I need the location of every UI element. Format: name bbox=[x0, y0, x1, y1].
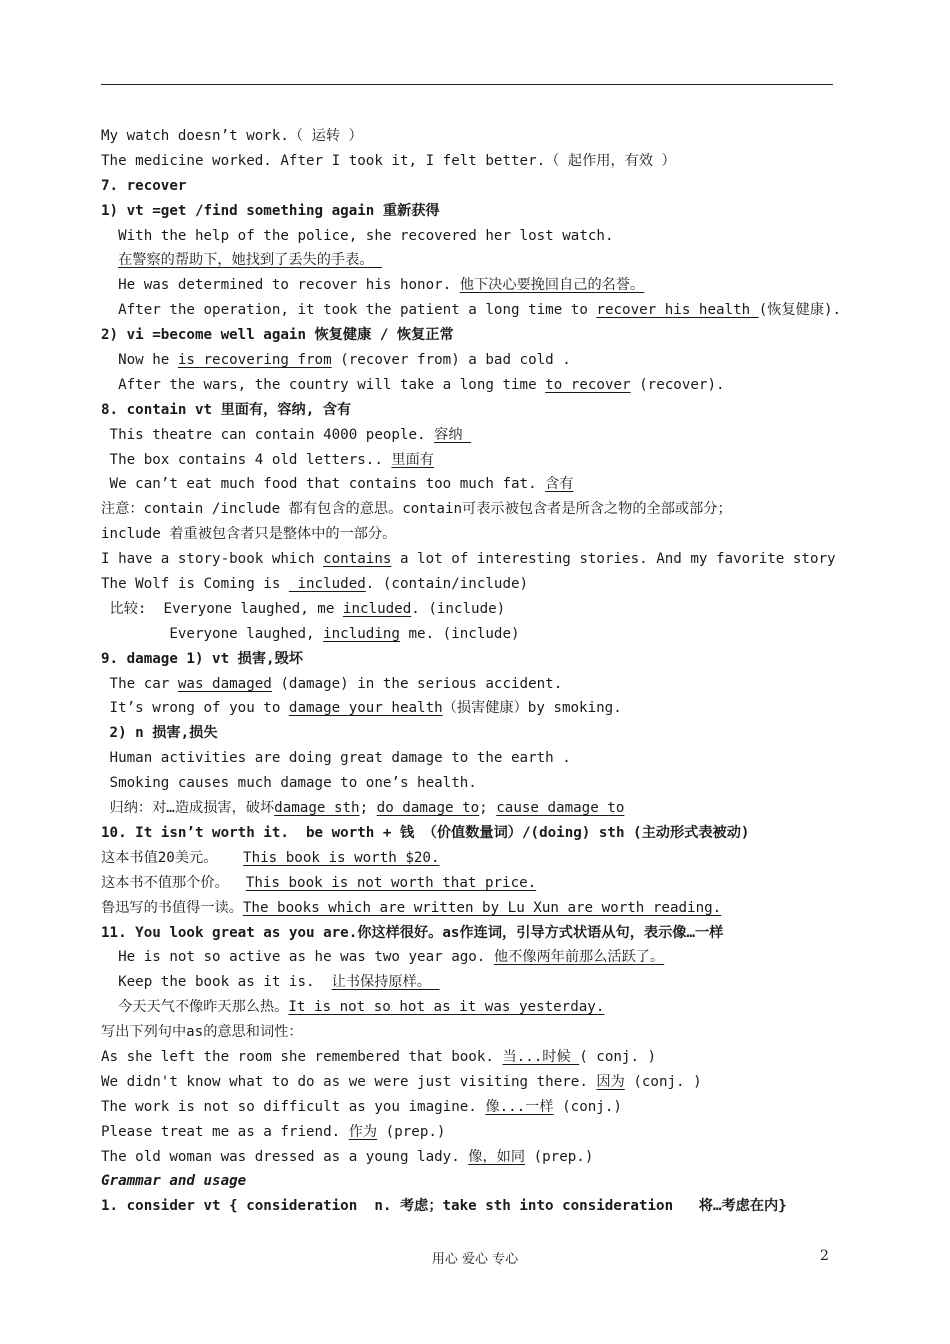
text-line bbox=[101, 547, 841, 572]
text-line bbox=[101, 796, 841, 821]
text-segment bbox=[101, 252, 118, 268]
text-segment: 1. consider vt { consideration n. 考虑；take sth into consideration 将…考虑在内} bbox=[101, 1198, 787, 1215]
text-line bbox=[101, 821, 841, 846]
text-segment: 10. It isn’t worth it. be worth + 钱 （价值数量词）/(doing) sth (主动形式表被动) bbox=[101, 824, 750, 841]
text-line bbox=[101, 248, 841, 273]
answer-blank: to recover bbox=[545, 376, 631, 393]
answer-blank: included bbox=[342, 600, 412, 617]
text-line bbox=[101, 1020, 841, 1045]
text-line bbox=[101, 273, 841, 298]
answer-blank: cause damage to bbox=[496, 800, 625, 817]
text-line bbox=[101, 1045, 841, 1070]
text-segment: As she left the room she remembered that book. bbox=[101, 1048, 503, 1065]
text-line bbox=[101, 298, 841, 323]
text-segment: (recover from) a bad cold . bbox=[331, 352, 571, 369]
text-segment: a lot of interesting stories. And my favorite story bbox=[391, 551, 836, 568]
answer-blank: was damaged bbox=[177, 675, 272, 692]
text-line bbox=[101, 522, 841, 547]
answer-blank: recover his health bbox=[596, 302, 759, 319]
text-line bbox=[101, 572, 841, 597]
text-line bbox=[101, 398, 841, 423]
footer-text: 用心 爱心 专心 bbox=[431, 1252, 519, 1267]
text-line bbox=[101, 472, 841, 497]
text-segment: 7. recover bbox=[101, 177, 187, 194]
text-segment: ; bbox=[479, 800, 497, 817]
text-segment: (conj.) bbox=[553, 1098, 622, 1115]
answer-blank: The books which are written by Lu Xun are worth reading. bbox=[242, 899, 722, 916]
text-segment: (conj. ) bbox=[624, 1073, 702, 1090]
text-segment: 注意：contain /include 都有包含的意思。contain可表示被包含者是所含之物的全部或部分； bbox=[101, 501, 732, 518]
text-line bbox=[101, 323, 841, 348]
text-segment: (prep.) bbox=[377, 1123, 446, 1140]
document-body bbox=[101, 124, 841, 1219]
text-segment: include 着重被包含者只是整体中的一部分。 bbox=[101, 526, 397, 543]
answer-blank: 含有 bbox=[545, 476, 574, 493]
answer-blank: 让书保持原样。 bbox=[331, 974, 440, 991]
text-line bbox=[101, 448, 841, 473]
text-segment: Human activities are doing great damage to the earth . bbox=[101, 750, 571, 767]
text-segment: 1) vt =get /find something again 重新获得 bbox=[101, 202, 440, 219]
answer-blank: including bbox=[323, 625, 400, 642]
text-segment: (damage) in the serious accident. bbox=[271, 675, 563, 692]
text-segment: My watch doesn’t work.（ 运转 ） bbox=[101, 128, 363, 144]
text-segment: (prep.) bbox=[525, 1148, 594, 1165]
text-segment: The work is not so difficult as you imagine. bbox=[101, 1098, 486, 1115]
text-line bbox=[101, 896, 841, 921]
text-segment: We can’t eat much food that contains too much fat. bbox=[101, 476, 546, 493]
text-segment: . (include) bbox=[411, 600, 506, 617]
answer-blank: 在警察的帮助下，她找到了丢失的手表。 bbox=[118, 252, 383, 269]
text-segment: After the operation, it took the patient a long time to bbox=[101, 302, 597, 319]
page-number: 2 bbox=[820, 1248, 829, 1264]
answer-blank: 像...一样 bbox=[485, 1098, 554, 1115]
text-segment: 11. You look great as you are.你这样很好。as作连词，引导方式状语从句，表示像…一样 bbox=[101, 924, 724, 941]
text-line bbox=[101, 1120, 841, 1145]
text-segment: ( conj. ) bbox=[579, 1048, 657, 1065]
text-segment: Please treat me as a friend. bbox=[101, 1123, 349, 1140]
text-line bbox=[101, 1145, 841, 1170]
text-segment: This theatre can contain 4000 people. bbox=[101, 426, 435, 443]
text-line bbox=[101, 622, 841, 647]
text-line bbox=[101, 1095, 841, 1120]
text-line bbox=[101, 672, 841, 697]
text-segment: ; bbox=[359, 800, 377, 817]
text-line bbox=[101, 124, 841, 149]
text-line bbox=[101, 149, 841, 174]
text-segment: 2) n 损害,损失 bbox=[101, 725, 218, 742]
answer-blank: do damage to bbox=[376, 800, 480, 817]
text-line bbox=[101, 348, 841, 373]
text-segment: Grammar and usage bbox=[101, 1173, 247, 1190]
text-line bbox=[101, 871, 841, 896]
text-segment: (recover). bbox=[630, 376, 725, 393]
text-line bbox=[101, 696, 841, 721]
answer-blank: 作为 bbox=[348, 1123, 378, 1140]
text-segment: 今天天气不像昨天那么热。 bbox=[101, 999, 289, 1016]
text-segment: 归纳：对…造成损害，破坏 bbox=[101, 800, 275, 817]
text-line bbox=[101, 373, 841, 398]
answer-blank: included bbox=[288, 576, 366, 593]
answer-blank: 容纳 bbox=[434, 426, 472, 443]
text-segment: We didn't know what to do as we were just visiting there. bbox=[101, 1073, 597, 1090]
text-segment: (恢复健康). bbox=[758, 302, 842, 319]
text-segment: Everyone laughed, bbox=[101, 625, 324, 642]
answer-blank: This book is not worth that price. bbox=[245, 874, 537, 891]
answer-blank: contains bbox=[323, 551, 392, 568]
text-segment: Keep the book as it is. bbox=[101, 974, 332, 991]
text-line bbox=[101, 771, 841, 796]
text-line bbox=[101, 746, 841, 771]
text-segment: I have a story-book which bbox=[101, 551, 324, 568]
text-line bbox=[101, 224, 841, 249]
text-line bbox=[101, 199, 841, 224]
header-rule bbox=[101, 84, 833, 85]
text-segment: Smoking causes much damage to one’s health. bbox=[101, 775, 477, 792]
text-segment: . (contain/include) bbox=[365, 576, 529, 593]
text-segment: me. (include) bbox=[399, 625, 520, 642]
text-segment: The box contains 4 old letters.. bbox=[101, 451, 392, 468]
text-line bbox=[101, 1070, 841, 1095]
text-line bbox=[101, 1169, 841, 1194]
text-segment: It’s wrong of you to bbox=[101, 700, 289, 717]
answer-blank: 他下决心要挽回自己的名誉。 bbox=[459, 277, 645, 294]
text-segment: 2) vi =become well again 恢复健康 / 恢复正常 bbox=[101, 327, 454, 344]
answer-blank: damage sth bbox=[274, 800, 360, 817]
text-line bbox=[101, 945, 841, 970]
answer-blank: It is not so hot as it was yesterday. bbox=[288, 999, 605, 1016]
text-segment: He is not so active as he was two year ago. bbox=[101, 949, 494, 966]
text-segment: 8. contain vt 里面有，容纳, 含有 bbox=[101, 401, 352, 418]
text-segment: 写出下列句中as的意思和词性： bbox=[101, 1024, 303, 1041]
answer-blank: is recovering from bbox=[177, 352, 332, 369]
text-segment: He was determined to recover his honor. bbox=[101, 277, 460, 294]
text-line bbox=[101, 995, 841, 1020]
text-segment: 这本书值20美元。 bbox=[101, 849, 244, 866]
answer-blank: 因为 bbox=[596, 1073, 625, 1090]
text-line bbox=[101, 1194, 841, 1219]
text-segment: With the help of the police, she recovered her lost watch. bbox=[101, 227, 614, 244]
text-segment: The Wolf is Coming is bbox=[101, 576, 289, 593]
answer-blank: damage your health bbox=[288, 700, 443, 717]
text-line bbox=[101, 174, 841, 199]
text-segment: The medicine worked. After I took it, I felt better.（ 起作用，有效 ） bbox=[101, 152, 676, 169]
answer-blank: 他不像两年前那么活跃了。 bbox=[493, 949, 665, 966]
text-segment: Now he bbox=[101, 352, 178, 369]
text-line bbox=[101, 970, 841, 995]
text-line bbox=[101, 647, 841, 672]
text-line bbox=[101, 846, 841, 871]
text-line bbox=[101, 423, 841, 448]
answer-blank: This book is worth $20. bbox=[243, 849, 440, 866]
text-segment: （损害健康）by smoking. bbox=[442, 700, 622, 717]
text-line bbox=[101, 721, 841, 746]
answer-blank: 里面有 bbox=[391, 451, 434, 468]
answer-blank: 当...时候 bbox=[502, 1048, 580, 1065]
text-segment: 这本书不值那个价。 bbox=[101, 874, 246, 891]
answer-blank: 像，如同 bbox=[468, 1148, 526, 1165]
text-line bbox=[101, 921, 841, 946]
text-segment: After the wars, the country will take a long time bbox=[101, 376, 546, 393]
text-segment: The old woman was dressed as a young lady. bbox=[101, 1148, 469, 1165]
text-line bbox=[101, 497, 841, 522]
text-segment: 9. damage 1) vt 损害,毁坏 bbox=[101, 650, 303, 667]
text-segment: 鲁迅写的书值得一读。 bbox=[101, 899, 243, 916]
text-segment: The car bbox=[101, 675, 178, 692]
text-line bbox=[101, 597, 841, 622]
text-segment: 比较: Everyone laughed, me bbox=[101, 600, 343, 617]
